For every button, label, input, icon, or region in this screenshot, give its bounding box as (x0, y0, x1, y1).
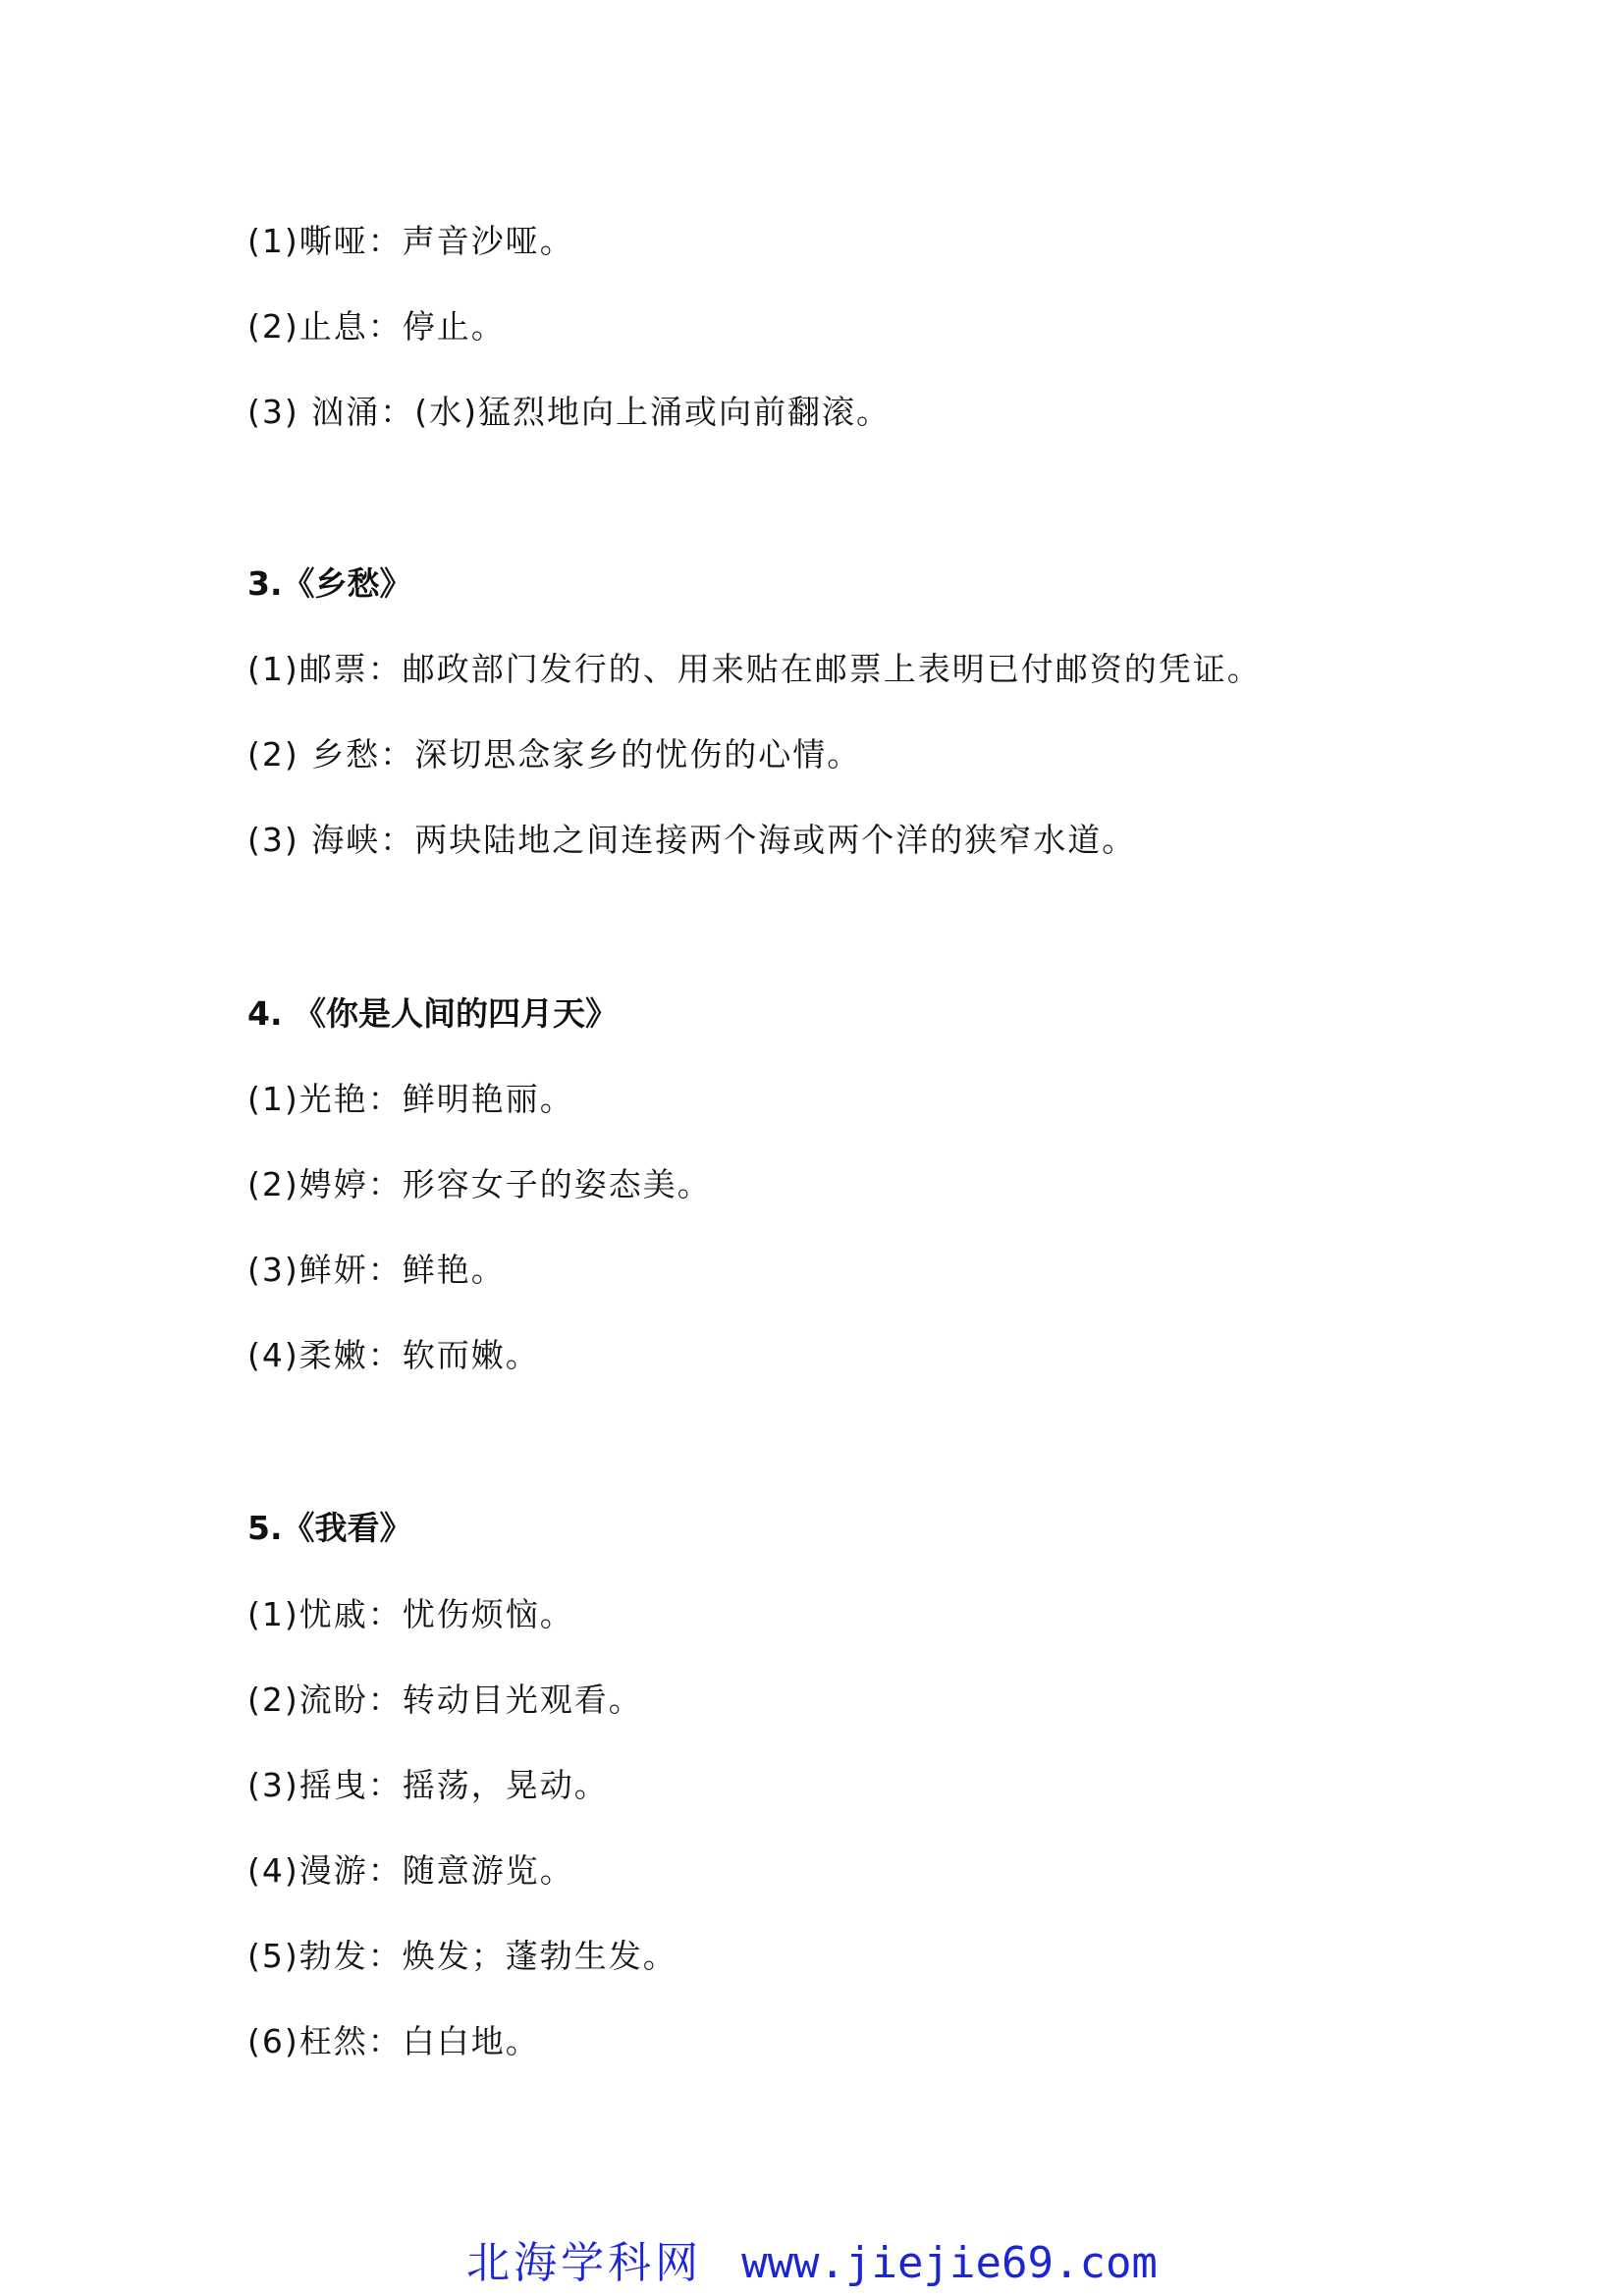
definition-line: (4)漫游：随意游览。 (247, 1851, 574, 1890)
definition-line: (4)柔嫩：软而嫩。 (247, 1336, 540, 1374)
site-footer (0, 2236, 1624, 2291)
section-heading: 3.《乡愁》 (247, 564, 412, 603)
definition-line: (3) 海峡：两块陆地之间连接两个海或两个洋的狭窄水道。 (247, 821, 1137, 859)
section-heading: 4. 《你是人间的四月天》 (247, 994, 618, 1033)
definition-line: (6)枉然：白白地。 (247, 2022, 540, 2060)
definition-line: (2)娉婷：形容女子的姿态美。 (247, 1165, 712, 1203)
definition-line: (2) 乡愁：深切思念家乡的忧伤的心情。 (247, 735, 862, 774)
site-name: 北海学科网 (466, 2238, 703, 2288)
definition-line: (1)忧戚：忧伤烦恼。 (247, 1595, 574, 1633)
definition-line: (5)勃发：焕发；蓬勃生发。 (247, 1937, 677, 1975)
definition-line: (3)摇曳：摇荡，晃动。 (247, 1766, 609, 1804)
section-heading: 5.《我看》 (247, 1509, 412, 1547)
definition-line: (3)鲜妍：鲜艳。 (247, 1251, 506, 1289)
definition-line: (2)止息：停止。 (247, 307, 506, 346)
site-url-link[interactable]: www.jiejie69.com (741, 2238, 1158, 2288)
definition-line: (1)嘶哑：声音沙哑。 (247, 222, 574, 260)
definition-line: (1)光艳：鲜明艳丽。 (247, 1080, 574, 1118)
definition-line: (1)邮票：邮政部门发行的、用来贴在邮票上表明已付邮资的凭证。 (247, 650, 1262, 688)
definition-line: (3) 汹涌：(水)猛烈地向上涌或向前翻滚。 (247, 393, 891, 431)
definition-line: (2)流盼：转动目光观看。 (247, 1681, 643, 1719)
